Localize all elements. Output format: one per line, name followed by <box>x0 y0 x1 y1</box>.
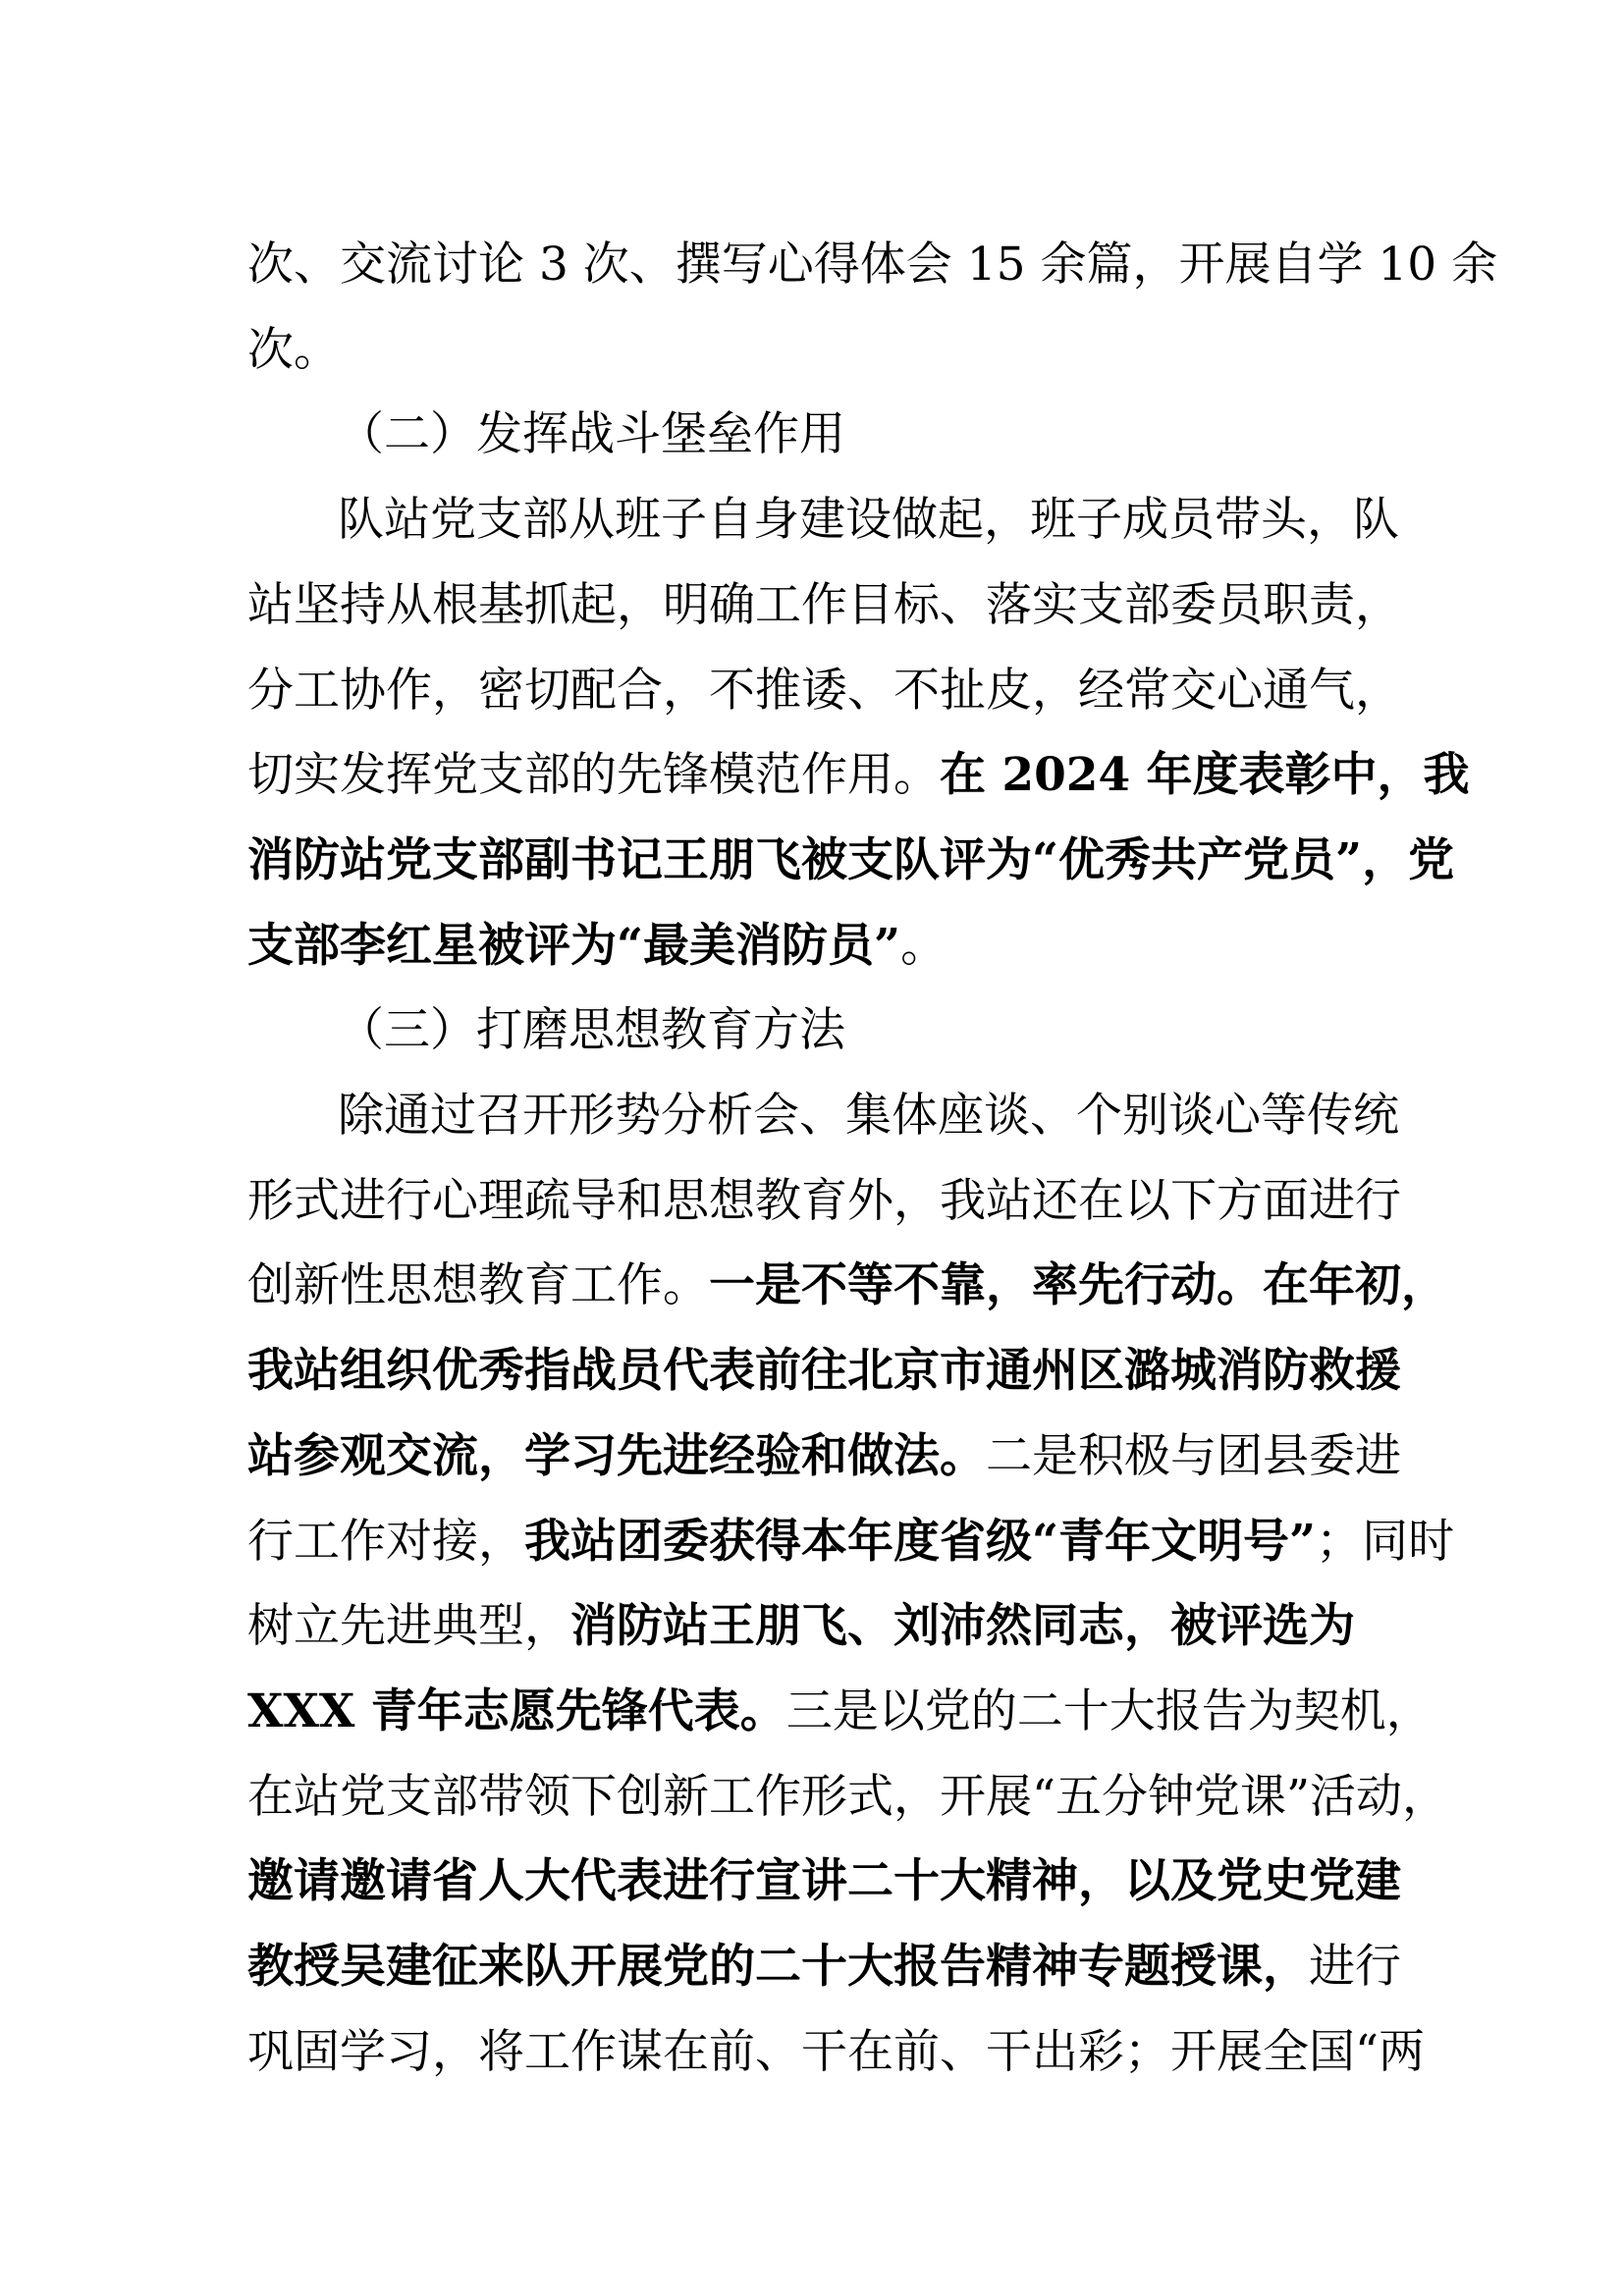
text-segment: 切实发挥党支部的先锋模范作用。 <box>247 748 940 803</box>
text-line <box>247 2023 1426 2082</box>
text-segment: 站坚持从根基抓起，明确工作目标、落实支部委员职责， <box>247 577 1401 632</box>
text-line <box>247 746 1470 805</box>
text-segment: 队站党支部从班子自身建设做起，班子成员带头，队 <box>338 493 1399 548</box>
bold-text-segment: 教授吴建征来队开展党的二十大报告精神专题授课， <box>247 1940 1309 1994</box>
text-line <box>247 1513 1455 1572</box>
text-line <box>247 1597 1377 1656</box>
text-segment: 创新性思想教育工作。 <box>247 1258 709 1313</box>
text-line <box>247 1427 1401 1486</box>
text-segment: 分工协作，密切配合，不推诿、不扯皮，经常交心通气， <box>247 663 1401 718</box>
bold-text-segment: 支部李红星被评为“最美消防员” <box>247 918 901 973</box>
text-segment: 次、交流讨论 3 次、撰写心得体会 15 余篇，开展自学 10 余 <box>247 238 1498 292</box>
bold-text-segment: 消防站王朋飞、刘沛然同志，被评选为 <box>570 1599 1355 1654</box>
text-segment: 在站党支部带领下创新工作形式，开展“五分钟党课”活动， <box>247 1769 1449 1824</box>
text-line <box>247 1087 1399 1146</box>
text-segment: 巩固学习，将工作谋在前、干在前、干出彩；开展全国“两 <box>247 2024 1426 2079</box>
text-line <box>247 576 1401 635</box>
text-segment: ；同时 <box>1316 1514 1455 1569</box>
text-segment: 次。 <box>247 322 340 377</box>
bold-text-segment: XXX 青年志愿先锋代表。 <box>247 1683 786 1738</box>
text-segment: 。 <box>900 918 947 973</box>
bold-text-segment: 站参观交流，学习先进经验和做法。 <box>247 1428 986 1483</box>
text-segment: 行工作对接， <box>247 1514 524 1569</box>
text-line <box>247 405 1377 464</box>
text-line <box>247 1938 1401 1997</box>
text-line <box>247 1001 1377 1060</box>
text-segment: 除通过召开形势分析会、集体座谈、个别谈心等传统 <box>338 1089 1399 1143</box>
bold-text-segment: 一是不等不靠，率先行动。在年初， <box>709 1258 1447 1313</box>
text-segment: 进行 <box>1309 1940 1401 1994</box>
text-line <box>247 491 1399 550</box>
text-line <box>247 1256 1447 1315</box>
bold-text-segment: 我站组织优秀指战员代表前往北京市通州区潞城消防救援 <box>247 1344 1401 1399</box>
text-segment: （二）发挥战斗堡垒作用 <box>338 407 845 462</box>
text-line <box>247 321 1377 380</box>
bold-text-segment: 消防站党支部副书记王朋飞被支队评为“优秀共产党员”，党 <box>247 832 1455 887</box>
text-line <box>247 662 1401 721</box>
text-line <box>247 1342 1401 1401</box>
text-line <box>247 1768 1449 1827</box>
text-segment: 树立先进典型， <box>247 1599 570 1654</box>
text-segment: 二是积极与团县委进 <box>986 1428 1401 1483</box>
text-segment: 形式进行心理疏导和思想教育外，我站还在以下方面进行 <box>247 1173 1401 1228</box>
bold-text-segment: 在 2024 年度表彰中，我 <box>940 748 1470 803</box>
bold-text-segment: 我站团委获得本年度省级“青年文明号” <box>524 1514 1317 1569</box>
text-segment: （三）打磨思想教育方法 <box>338 1003 845 1058</box>
text-line <box>247 917 1377 976</box>
text-line <box>247 1852 1401 1911</box>
text-segment: 三是以党的二十大报告为契机， <box>785 1683 1433 1738</box>
text-line <box>247 831 1455 890</box>
text-line <box>247 1682 1433 1741</box>
text-line <box>247 236 1498 294</box>
bold-text-segment: 邀请邀请省人大代表进行宣讲二十大精神，以及党史党建 <box>247 1854 1401 1909</box>
text-line <box>247 1172 1401 1231</box>
